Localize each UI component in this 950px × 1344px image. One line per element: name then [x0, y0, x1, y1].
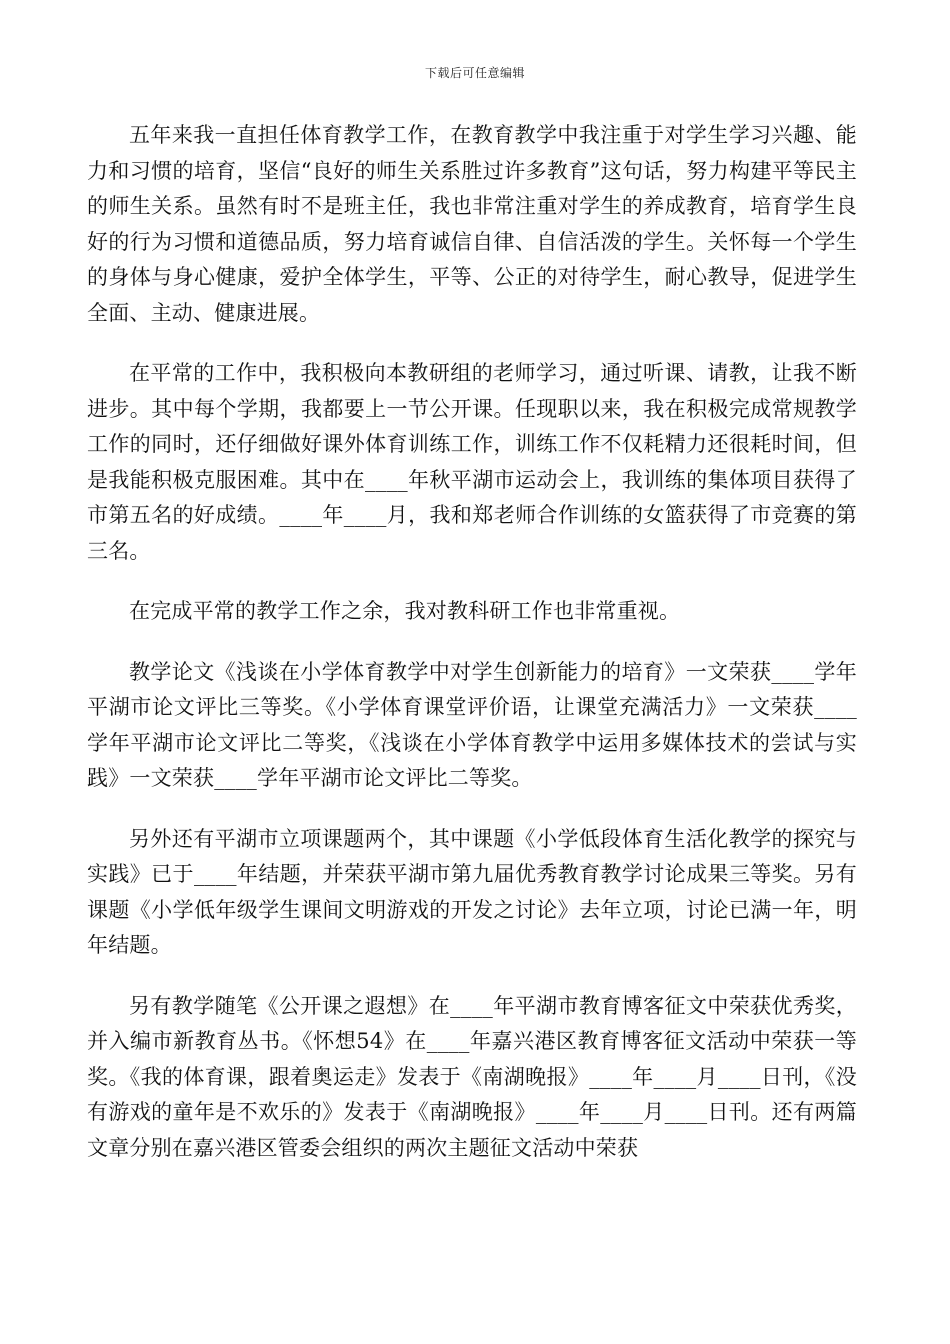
paragraph-5: 另外还有平湖市立项课题两个，其中课题《小学低段体育生活化教学的探究与实践》已于____年结题，并荣获平湖市第九届优秀教育教学讨论成果三等奖。另有课题《小学低年级学生课间文明游戏的开发之讨论》去年立项，讨论已满一年，明年结题。: [87, 826, 857, 957]
paragraph-1: 五年来我一直担任体育教学工作，在教育教学中我注重于对学生学习兴趣、能力和习惯的培育，坚信“良好的师生关系胜过许多教育”这句话，努力构建平等民主的师生关系。虽然有时不是班主任，我也非常注重对学生的养成教育，培育学生良好的行为习惯和道德品质，努力培育诚信自律、自信活泼的学生。关怀每一个学生的身体与身心健康，爱护全体学生，平等、公正的对待学生，耐心教导，促进学生全面、主动、健康进展。: [87, 123, 857, 325]
page-header: 下载后可任意编辑: [424, 66, 525, 80]
paragraph-6: 另有教学随笔《公开课之遐想》在____年平湖市教育博客征文中荣获优秀奖，并入编市新教育丛书。《怀想54》在____年嘉兴港区教育博客征文活动中荣获一等奖。《我的体育课，跟着奥运走》发表于《南湖晚报》____年____月____日刊，《没有游戏的童年是不欢乐的》发表于《南湖晚报》____年____月____日刊。还有两篇文章分别在嘉兴港区管委会组织的两次主题征文活动中荣获: [87, 993, 857, 1160]
paragraph-2: 在平常的工作中，我积极向本教研组的老师学习，通过听课、请教，让我不断进步。其中每个学期，我都要上一节公开课。任现职以来，我在积极完成常规教学工作的同时，还仔细做好课外体育训练工作，训练工作不仅耗精力还很耗时间，但是我能积极克服困难。其中在____年秋平湖市运动会上，我训练的集体项目获得了市第五名的好成绩。____年____月，我和郑老师合作训练的女篮获得了市竞赛的第三名。: [87, 361, 857, 563]
document-body: [87, 118, 857, 1191]
paragraph-3: 在完成平常的教学工作之余，我对教科研工作也非常重视。: [129, 599, 681, 623]
paragraph-4: 教学论文《浅谈在小学体育教学中对学生创新能力的培育》一文荣获____学年平湖市论文评比三等奖。《小学体育课堂评价语，让课堂充满活力》一文荣获____学年平湖市论文评比二等奖，《浅谈在小学体育教学中运用多媒体技术的尝试与实践》一文荣获____学年平湖市论文评比二等奖。: [87, 659, 857, 790]
